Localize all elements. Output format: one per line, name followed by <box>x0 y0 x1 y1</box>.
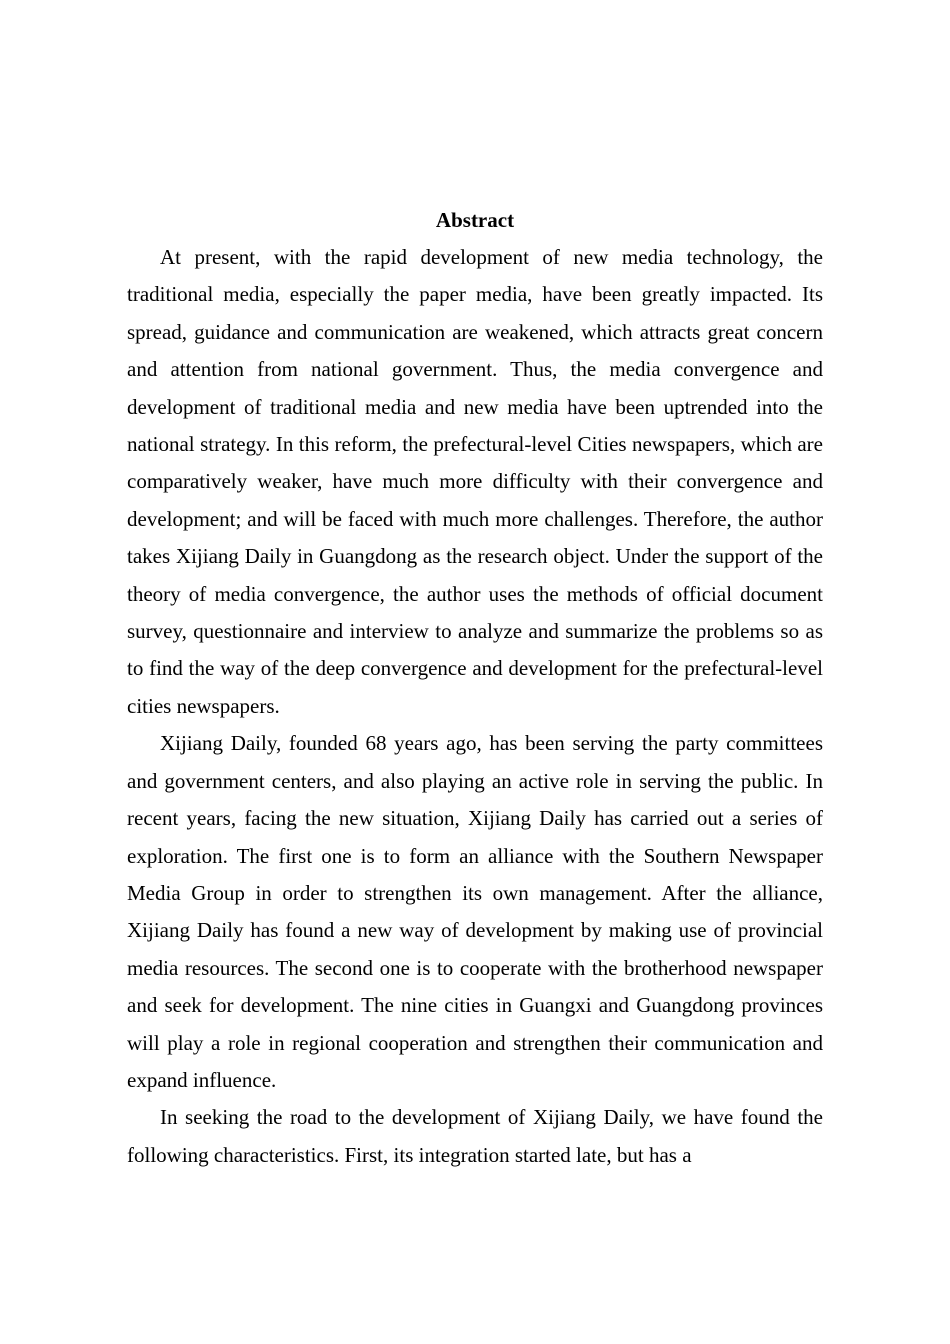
document-page <box>127 202 823 1174</box>
abstract-title: Abstract <box>435 208 515 232</box>
abstract-paragraph-3: In seeking the road to the development of Xijiang Daily, we have found the following characteristics. First, its integration started late, but has a <box>127 1105 823 1167</box>
abstract-paragraph-2: Xijiang Daily, founded 68 years ago, has been serving the party committees and government centers, and also playing an active role in serving the public. In recent years, facing the new situation, Xijiang Daily has carried out a series of exploration. The first one is to form an alliance with the Southern Newspaper Media Group in order to strengthen its own management. After the alliance, Xijiang Daily has found a new way of development by making use of provincial media resources. The second one is to cooperate with the brotherhood newspaper and seek for development. The nine cities in Guangxi and Guangdong provinces will play a role in regional cooperation and strengthen their communication and expand influence. <box>127 731 823 1092</box>
abstract-paragraph-1: At present, with the rapid development of new media technology, the traditional media, especially the paper media, have been greatly impacted. Its spread, guidance and communication are weakened, which attracts great concern and attention from national government. Thus, the media convergence and development of traditional media and new media have been uptrended into the national strategy. In this reform, the prefectural-level Cities newspapers, which are comparatively weaker, have much more difficulty with their convergence and development; and will be faced with much more challenges. Therefore, the author takes Xijiang Daily in Guangdong as the research object. Under the support of the theory of media convergence, the author uses the methods of official document survey, questionnaire and interview to analyze and summarize the problems so as to find the way of the deep convergence and development for the prefectural-level cities newspapers. <box>127 245 823 718</box>
